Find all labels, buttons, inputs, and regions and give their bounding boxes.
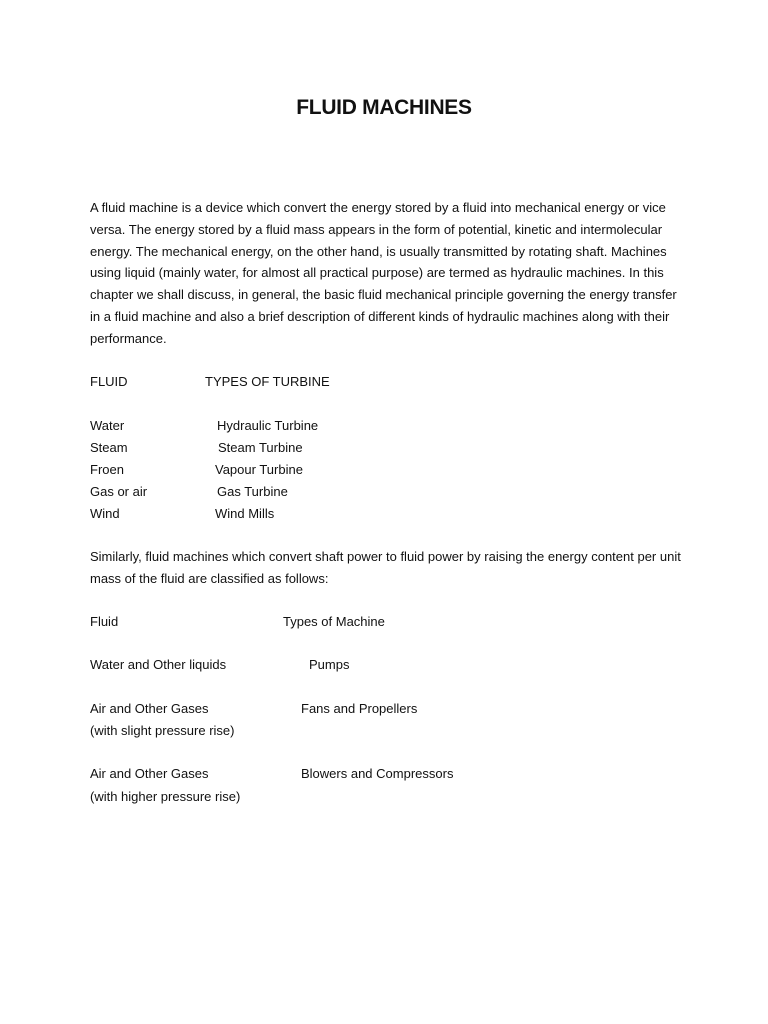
table-row: [90, 437, 690, 459]
table-row: [90, 698, 690, 720]
machine-type-cell: Pumps: [309, 657, 350, 672]
turbine-fluid-cell: Gas or air: [90, 484, 148, 499]
table-row: [90, 415, 690, 437]
machine-type-cell: Blowers and Compressors: [301, 766, 454, 781]
table-row: [90, 503, 690, 525]
turbine-type-cell: Steam Turbine: [218, 440, 303, 455]
machine-header-type: Types of Machine: [283, 614, 385, 629]
machine-table-header: [90, 611, 690, 633]
document-title: FLUID MACHINES: [296, 96, 472, 119]
table-row: [90, 459, 690, 481]
turbine-table-header: [90, 371, 690, 393]
table-row: [90, 481, 690, 503]
machine-fluid-cell: Air and Other Gases: [90, 766, 209, 781]
intro-paragraph: A fluid machine is a device which convert the energy stored by a fluid into mechanical energy or vice versa. The energy stored by a fluid mass appears in the form of potential, kinetic and intermolecular energy. The mechanical energy, on the other hand, is usually transmitted by rotating shaft. Machines using liquid (mainly water, for almost all practical purpose) are termed as hydraulic machines. In this chapter we shall discuss, in general, the basic fluid mechanical principle governing the energy transfer in a fluid machine and also a brief description of different kinds of hydraulic machines along with their performance.: [90, 200, 677, 346]
turbine-fluid-cell: Froen: [90, 462, 124, 477]
table-row-note: [90, 786, 690, 808]
machine-fluid-cell: Air and Other Gases: [90, 701, 209, 716]
table-row: [90, 654, 690, 676]
machine-type-cell: Fans and Propellers: [301, 701, 418, 716]
machine-fluid-note: (with slight pressure rise): [90, 723, 235, 738]
similarly-paragraph: Similarly, fluid machines which convert shaft power to fluid power by raising the energy content per unit mass of the fluid are classified as follows:: [90, 549, 681, 586]
machine-fluid-cell: Water and Other liquids: [90, 657, 227, 672]
table-row-note: [90, 720, 690, 742]
turbine-header-type: TYPES OF TURBINE: [205, 374, 330, 389]
machine-header-fluid: Fluid: [90, 614, 119, 629]
turbine-fluid-cell: Wind: [90, 506, 120, 521]
turbine-fluid-cell: Water: [90, 418, 125, 433]
turbine-type-cell: Wind Mills: [215, 506, 275, 521]
turbine-type-cell: Gas Turbine: [217, 484, 288, 499]
turbine-type-cell: Vapour Turbine: [215, 462, 303, 477]
machine-fluid-note: (with higher pressure rise): [90, 789, 241, 804]
turbine-header-fluid: FLUID: [90, 374, 128, 389]
turbine-type-cell: Hydraulic Turbine: [217, 418, 319, 433]
turbine-fluid-cell: Steam: [90, 440, 128, 455]
table-row: [90, 763, 690, 785]
